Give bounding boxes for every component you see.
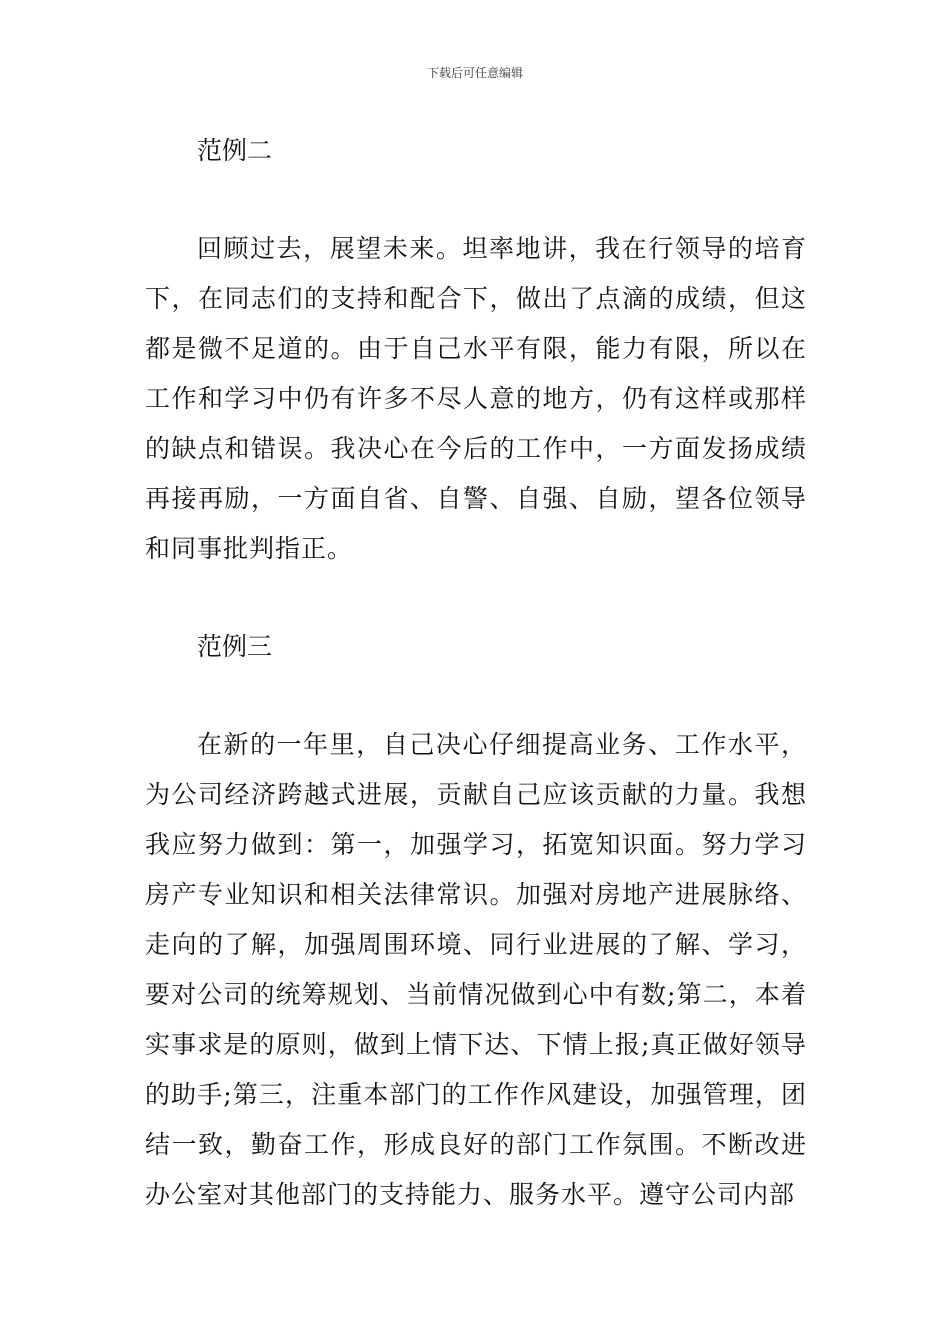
section-paragraph-example-3: 在新的一年里，自己决心仔细提高业务、工作水平，为公司经济跨越式进展，贡献自己应该贡献的力量。我想我应努力做到：第一，加强学习，拓宽知识面。努力学习房产专业知识和相关法律常识。加强对房地产进展脉络、走向的了解，加强周围环境、同行业进展的了解、学习，要对公司的统筹规划、当前情况做到心中有数;第二，本着实事求是的原则，做到上情下达、下情上报;真正做好领导的助手;第三，注重本部门的工作作风建设，加强管理，团结一致，勤奋工作，形成良好的部门工作氛围。不断改进办公室对其他部门的支持能力、服务水平。遵守公司内部: [145, 730, 807, 1209]
section-paragraph-example-2: 回顾过去，展望未来。坦率地讲，我在行领导的培育下，在同志们的支持和配合下，做出了点滴的成绩，但这都是微不足道的。由于自己水平有限，能力有限，所以在工作和学习中仍有许多不尽人意的地方，仍有这样或那样的缺点和错误。我决心在今后的工作中，一方面发扬成绩再接再励，一方面自省、自警、自强、自励，望各位领导和同事批判指正。: [145, 234, 807, 563]
page-header-note: 下载后可任意编辑: [426, 66, 523, 80]
section-title-example-3: 范例三: [197, 632, 273, 661]
section-title-example-2: 范例二: [197, 136, 273, 165]
